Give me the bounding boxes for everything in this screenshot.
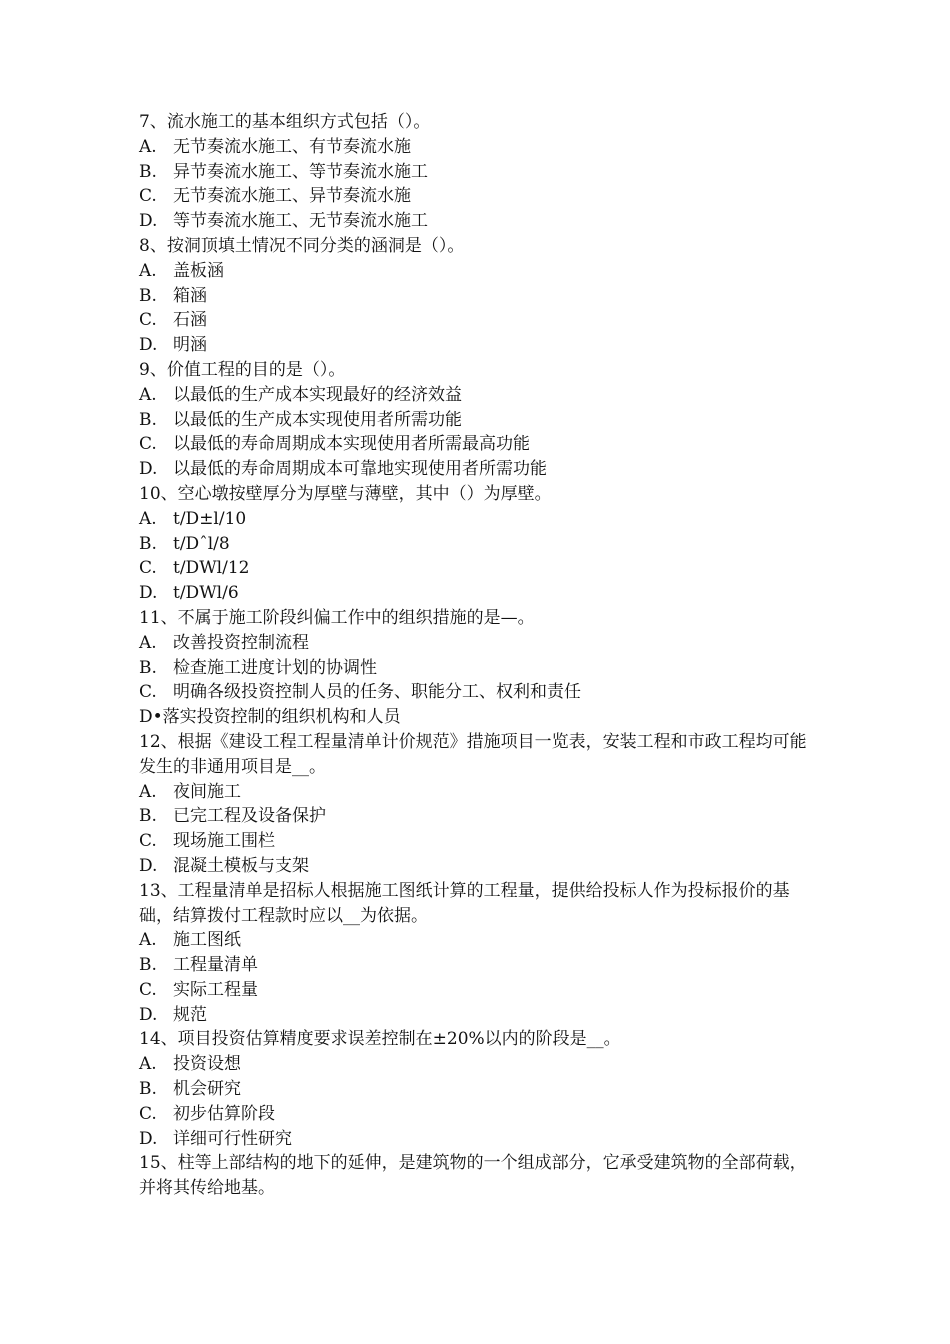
answer-option bbox=[139, 1003, 819, 1028]
answer-option bbox=[139, 829, 819, 854]
answer-option bbox=[139, 333, 819, 358]
question-stem: 11、不属于施工阶段纠偏工作中的组织措施的是—。 bbox=[139, 607, 535, 628]
option-letter: A. bbox=[139, 136, 157, 157]
option-text: 明确各级投资控制人员的任务、职能分工、权利和责任 bbox=[173, 682, 581, 703]
question-block bbox=[139, 1027, 819, 1151]
option-text: t/D±l/10 bbox=[173, 508, 247, 529]
answer-option bbox=[139, 556, 819, 581]
option-letter: D. bbox=[139, 459, 158, 480]
option-letter: B. bbox=[139, 955, 157, 976]
option-text: 施工图纸 bbox=[173, 930, 241, 951]
answer-option bbox=[139, 705, 819, 730]
option-text: 夜间施工 bbox=[173, 781, 241, 802]
answer-option bbox=[139, 135, 819, 160]
option-letter: B. bbox=[139, 409, 157, 430]
answer-option bbox=[139, 184, 819, 209]
option-letter: D. bbox=[139, 855, 158, 876]
option-letter: B. bbox=[139, 806, 157, 827]
option-text: 投资设想 bbox=[173, 1054, 241, 1075]
question-stem: 9、价值工程的目的是（）。 bbox=[139, 359, 346, 380]
question-block bbox=[139, 110, 819, 234]
answer-option bbox=[139, 953, 819, 978]
option-text: 实际工程量 bbox=[173, 979, 258, 1000]
option-letter: C. bbox=[139, 1103, 157, 1124]
question-block bbox=[139, 879, 819, 1028]
option-letter: D. bbox=[139, 583, 158, 604]
option-text: 落实投资控制的组织机构和人员 bbox=[162, 707, 401, 728]
answer-option bbox=[139, 928, 819, 953]
option-text: 已完工程及设备保护 bbox=[173, 806, 326, 827]
option-text: 等节奏流水施工、无节奏流水施工 bbox=[173, 211, 428, 232]
option-text: 改善投资控制流程 bbox=[173, 632, 309, 653]
option-text: 无节奏流水施工、有节奏流水施 bbox=[173, 136, 411, 157]
question-block bbox=[139, 482, 819, 606]
option-text: t/DWl/6 bbox=[173, 583, 239, 604]
answer-option bbox=[139, 656, 819, 681]
option-letter: C. bbox=[139, 682, 157, 703]
option-text: 石涵 bbox=[173, 310, 207, 331]
question-stem: 12、根据《建设工程工程量清单计价规范》措施项目一览表，安装工程和市政工程均可能发生的非通用项目是__。 bbox=[139, 731, 807, 777]
answer-option bbox=[139, 804, 819, 829]
answer-option bbox=[139, 284, 819, 309]
option-letter: C. bbox=[139, 558, 157, 579]
question-block bbox=[139, 234, 819, 358]
answer-option bbox=[139, 1052, 819, 1077]
answer-option bbox=[139, 978, 819, 1003]
question-stem: 7、流水施工的基本组织方式包括（）。 bbox=[139, 112, 431, 132]
answer-option bbox=[139, 680, 819, 705]
option-letter: B. bbox=[139, 161, 157, 182]
answer-option bbox=[139, 854, 819, 879]
option-letter: C. bbox=[139, 434, 157, 455]
answer-option bbox=[139, 432, 819, 457]
option-text: t/Dˆl/8 bbox=[173, 533, 230, 554]
option-text: 机会研究 bbox=[173, 1079, 241, 1100]
answer-option bbox=[139, 1102, 819, 1127]
option-text: 异节奏流水施工、等节奏流水施工 bbox=[173, 161, 428, 182]
question-block bbox=[139, 730, 819, 879]
option-text: 明涵 bbox=[173, 335, 207, 356]
option-letter: D. bbox=[139, 335, 158, 356]
option-letter: A. bbox=[139, 1054, 157, 1075]
answer-option bbox=[139, 581, 819, 606]
option-letter: D• bbox=[139, 707, 163, 728]
option-text: 初步估算阶段 bbox=[173, 1103, 275, 1124]
option-letter: C. bbox=[139, 186, 157, 207]
answer-option bbox=[139, 1127, 819, 1152]
answer-option bbox=[139, 209, 819, 234]
option-letter: A. bbox=[139, 508, 157, 529]
answer-option bbox=[139, 532, 819, 557]
answer-option bbox=[139, 408, 819, 433]
option-text: 以最低的寿命周期成本实现使用者所需最高功能 bbox=[173, 434, 530, 455]
answer-option bbox=[139, 507, 819, 532]
option-letter: D. bbox=[139, 211, 158, 232]
option-text: 无节奏流水施工、异节奏流水施 bbox=[173, 186, 411, 207]
option-text: 详细可行性研究 bbox=[173, 1128, 292, 1149]
option-letter: B. bbox=[139, 657, 157, 678]
question-block bbox=[139, 606, 819, 730]
option-text: 混凝土模板与支架 bbox=[173, 855, 309, 876]
option-letter: A. bbox=[139, 781, 157, 802]
option-letter: A. bbox=[139, 260, 157, 281]
option-letter: C. bbox=[139, 979, 157, 1000]
question-list bbox=[139, 110, 819, 1201]
option-letter: B. bbox=[139, 285, 157, 306]
answer-option bbox=[139, 308, 819, 333]
answer-option bbox=[139, 160, 819, 185]
option-letter: B. bbox=[139, 1079, 157, 1100]
question-stem: 15、柱等上部结构的地下的延伸，是建筑物的一个组成部分，它承受建筑物的全部荷载，并将其传给地基。 bbox=[139, 1153, 807, 1199]
option-letter: C. bbox=[139, 831, 157, 852]
option-text: 检查施工进度计划的协调性 bbox=[173, 657, 377, 678]
option-letter: D. bbox=[139, 1004, 158, 1025]
question-stem: 14、项目投资估算精度要求误差控制在±20%以内的阶段是__。 bbox=[139, 1029, 621, 1050]
answer-option bbox=[139, 1077, 819, 1102]
option-text: 以最低的生产成本实现使用者所需功能 bbox=[173, 409, 462, 430]
option-text: 盖板涵 bbox=[173, 260, 224, 281]
option-text: 规范 bbox=[173, 1004, 207, 1025]
answer-option bbox=[139, 259, 819, 284]
option-text: 以最低的寿命周期成本可靠地实现使用者所需功能 bbox=[173, 459, 547, 480]
option-letter: D. bbox=[139, 1128, 158, 1149]
answer-option bbox=[139, 383, 819, 408]
answer-option bbox=[139, 780, 819, 805]
option-letter: A. bbox=[139, 384, 157, 405]
option-text: t/DWl/12 bbox=[173, 558, 250, 579]
option-text: 现场施工围栏 bbox=[173, 831, 275, 852]
question-block bbox=[139, 1151, 819, 1201]
question-stem: 13、工程量清单是招标人根据施工图纸计算的工程量，提供给投标人作为投标报价的基础，结算拨付工程款时应以__为依据。 bbox=[139, 880, 790, 926]
option-text: 工程量清单 bbox=[173, 955, 258, 976]
option-text: 箱涵 bbox=[173, 285, 207, 306]
option-letter: B. bbox=[139, 533, 157, 554]
answer-option bbox=[139, 457, 819, 482]
option-letter: A. bbox=[139, 930, 157, 951]
option-letter: C. bbox=[139, 310, 157, 331]
question-stem: 10、空心墩按壁厚分为厚壁与薄壁，其中（）为厚壁。 bbox=[139, 483, 552, 504]
question-stem: 8、按洞顶填土情况不同分类的涵洞是（）。 bbox=[139, 235, 465, 256]
answer-option bbox=[139, 631, 819, 656]
question-block bbox=[139, 358, 819, 482]
option-letter: A. bbox=[139, 632, 157, 653]
option-text: 以最低的生产成本实现最好的经济效益 bbox=[173, 384, 462, 405]
